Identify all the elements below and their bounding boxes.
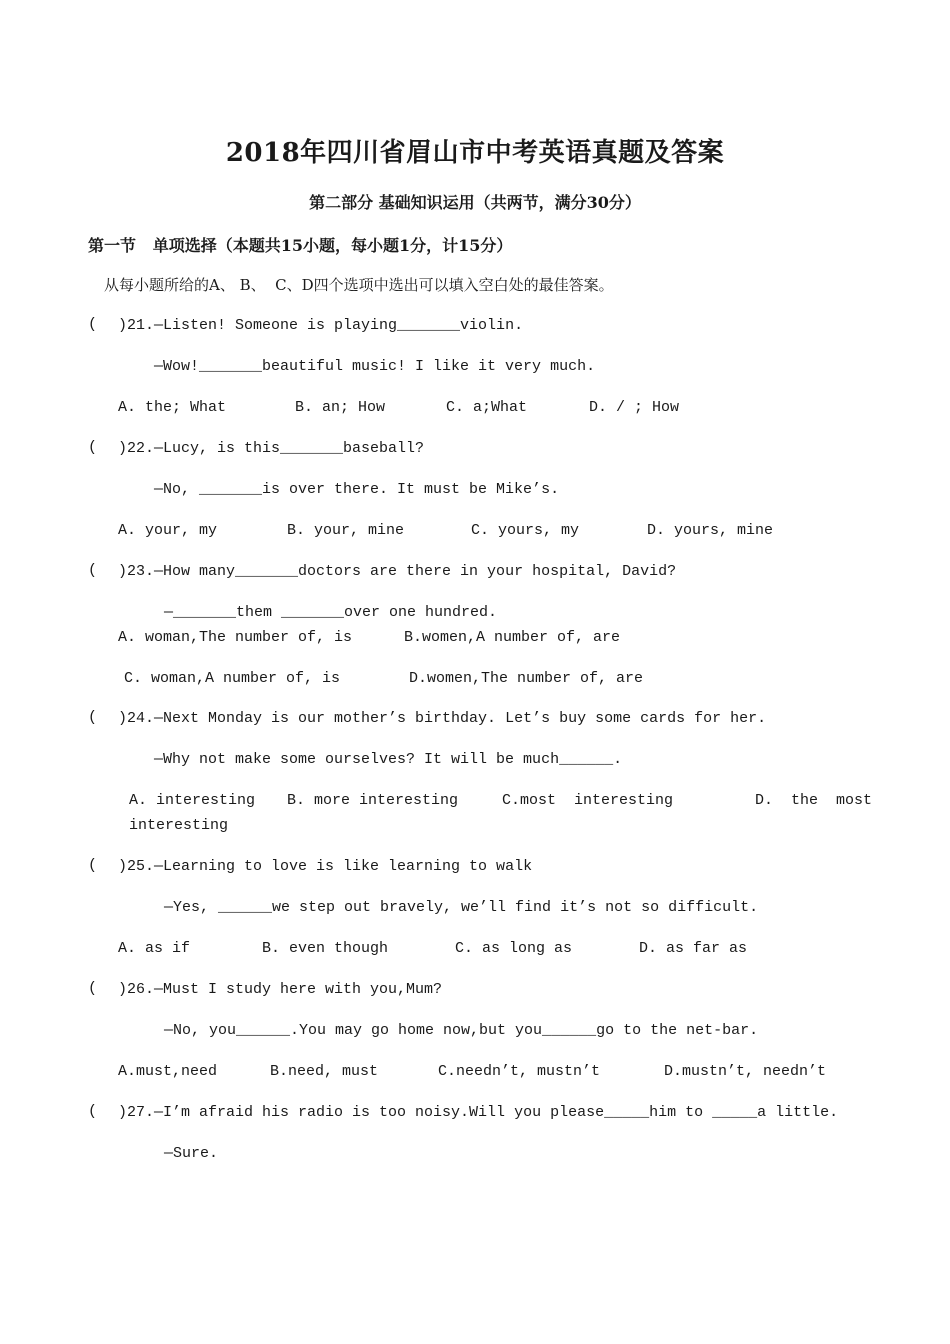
question-21-option-d: D. / ; How bbox=[589, 399, 680, 416]
question-24-option-b: B. more interesting bbox=[287, 792, 459, 809]
question-26-option-a: A.must,need bbox=[118, 1063, 218, 1080]
question-22-option-a: A. your, my bbox=[118, 522, 218, 539]
question-22-option-b: B. your, mine bbox=[287, 522, 405, 539]
question-23-option-b: B.women,A number of, are bbox=[404, 629, 621, 646]
question-26-stem: )26.—Must I study here with you,Mum? bbox=[118, 981, 443, 998]
question-22-option-d: D. yours, mine bbox=[647, 522, 774, 539]
question-21-option-b: B. an; How bbox=[295, 399, 386, 416]
question-21-reply: —Wow!_______beautiful music! I like it very much. bbox=[154, 358, 596, 375]
question-26-option-c: C.needn’t, mustn’t bbox=[438, 1063, 601, 1080]
question-22-reply: —No, _______is over there. It must be Mike’s. bbox=[154, 481, 560, 498]
instruction-text: 从每小题所给的A、 B、 C、D四个选项中选出可以填入空白处的最佳答案。 bbox=[104, 276, 614, 294]
answer-paren: ( bbox=[88, 562, 98, 579]
part-heading: 第二部分 基础知识运用（共两节，满分30分） bbox=[309, 193, 641, 212]
question-23-option-d: D.women,The number of, are bbox=[409, 670, 644, 687]
question-21-option-c: C. a;What bbox=[446, 399, 528, 416]
question-23-option-a: A. woman,The number of, is bbox=[118, 629, 353, 646]
question-23-option-c: C. woman,A number of, is bbox=[124, 670, 341, 687]
question-23-reply: —_______them _______over one hundred. bbox=[164, 604, 498, 621]
answer-paren: ( bbox=[88, 857, 98, 874]
question-25-option-b: B. even though bbox=[262, 940, 389, 957]
answer-paren: ( bbox=[88, 1103, 98, 1120]
question-24-option-d-cont: interesting bbox=[129, 817, 229, 834]
question-25-option-a: A. as if bbox=[118, 940, 191, 957]
question-21-option-a: A. the; What bbox=[118, 399, 227, 416]
answer-paren: ( bbox=[88, 316, 98, 333]
question-25-reply: —Yes, ______we step out bravely, we’ll find it’s not so difficult. bbox=[164, 899, 759, 916]
question-22-option-c: C. yours, my bbox=[471, 522, 580, 539]
answer-paren: ( bbox=[88, 439, 98, 456]
question-26-reply: —No, you______.You may go home now,but you______go to the net-bar. bbox=[164, 1022, 759, 1039]
answer-paren: ( bbox=[88, 980, 98, 997]
question-24-reply: —Why not make some ourselves? It will be much______. bbox=[154, 751, 623, 768]
question-24-option-d: D. the most bbox=[755, 792, 873, 809]
question-25-stem: )25.—Learning to love is like learning to walk bbox=[118, 858, 533, 875]
question-24-option-c: C.most interesting bbox=[502, 792, 674, 809]
question-25-option-c: C. as long as bbox=[455, 940, 573, 957]
answer-paren: ( bbox=[88, 709, 98, 726]
question-26-option-b: B.need, must bbox=[270, 1063, 379, 1080]
question-27-reply: —Sure. bbox=[164, 1145, 219, 1162]
question-23-stem: )23.—How many_______doctors are there in your hospital, David? bbox=[118, 563, 677, 580]
question-24-option-a: A. interesting bbox=[129, 792, 256, 809]
question-21-stem: )21.—Listen! Someone is playing_______violin. bbox=[118, 317, 524, 334]
section-heading: 第一节 单项选择（本题共15小题，每小题1分，计15分） bbox=[88, 236, 513, 255]
question-26-option-d: D.mustn’t, needn’t bbox=[664, 1063, 827, 1080]
question-25-option-d: D. as far as bbox=[639, 940, 748, 957]
question-27-stem: )27.—I’m afraid his radio is too noisy.Will you please_____him to _____a little. bbox=[118, 1104, 839, 1121]
question-24-stem: )24.—Next Monday is our mother’s birthday. Let’s buy some cards for her. bbox=[118, 710, 767, 727]
page-title: 2018年四川省眉山市中考英语真题及答案 bbox=[225, 138, 725, 168]
question-22-stem: )22.—Lucy, is this_______baseball? bbox=[118, 440, 425, 457]
